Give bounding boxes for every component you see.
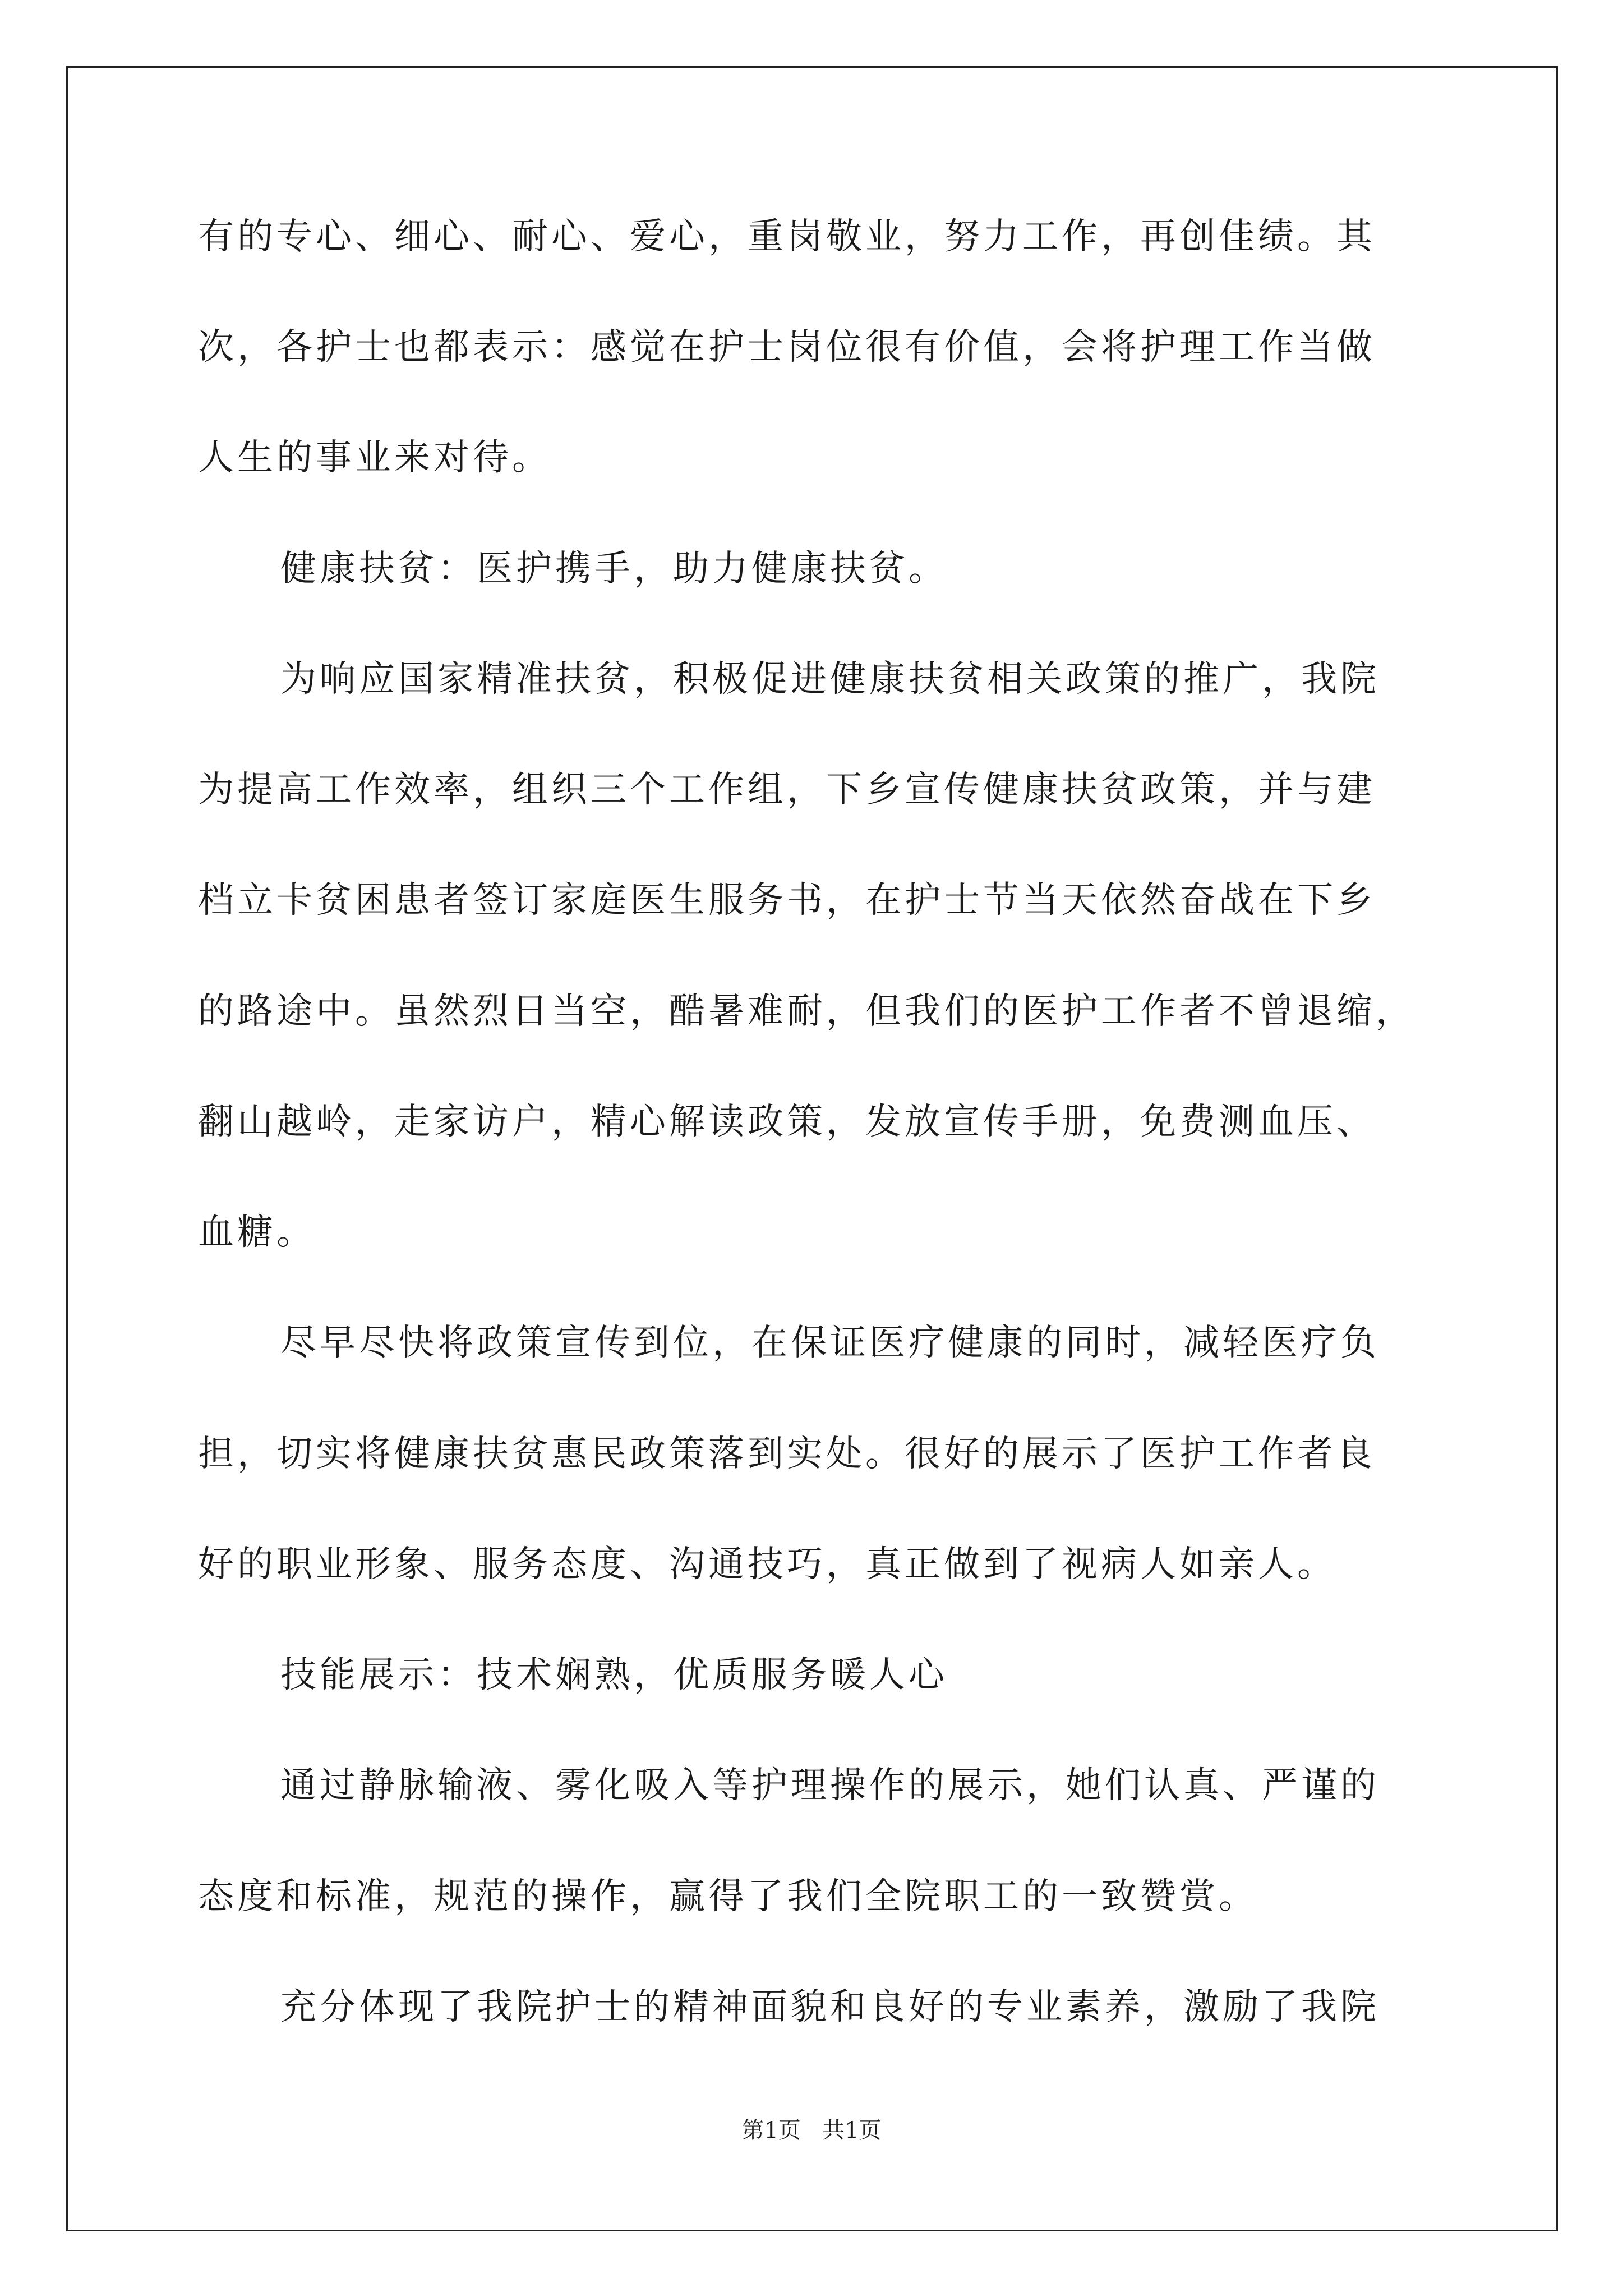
page-total: 共1页 — [822, 2118, 882, 2143]
text-line: 血糖。 — [198, 1212, 316, 1253]
text-line: 次，各护士也都表示：感觉在护士岗位很有价值，会将护理工作当做 — [198, 326, 1376, 368]
text-line: 尽早尽快将政策宣传到位，在保证医疗健康的同时，减轻医疗负 — [280, 1322, 1380, 1364]
text-line: 好的职业形象、服务态度、沟通技巧，真正做到了视病人如亲人。 — [198, 1544, 1336, 1585]
text-line: 态度和标准，规范的操作，赢得了我们全院职工的一致赞赏。 — [198, 1876, 1258, 1917]
text-line: 充分体现了我院护士的精神面貌和良好的专业素养，激励了我院 — [280, 1986, 1380, 2028]
text-line: 有的专心、细心、耐心、爱心，重岗敬业，努力工作，再创佳绩。其 — [198, 216, 1376, 257]
page-number: 第1页 — [741, 2118, 801, 2143]
page-footer — [0, 2119, 1623, 2142]
section-heading: 健康扶贫：医护携手，助力健康扶贫。 — [280, 548, 948, 590]
text-line: 通过静脉输液、雾化吸入等护理操作的展示，她们认真、严谨的 — [280, 1765, 1380, 1806]
text-line: 翻山越岭，走家访户，精心解读政策，发放宣传手册，免费测血压、 — [198, 1101, 1376, 1143]
text-line: 为提高工作效率，组织三个工作组，下乡宣传健康扶贫政策，并与建 — [198, 769, 1376, 811]
text-line: 人生的事业来对待。 — [198, 437, 551, 478]
section-heading: 技能展示：技术娴熟，优质服务暖人心 — [280, 1654, 948, 1696]
text-line: 为响应国家精准扶贫，积极促进健康扶贫相关政策的推广，我院 — [280, 659, 1380, 700]
text-line: 的路途中。虽然烈日当空，酷暑难耐，但我们的医护工作者不曾退缩， — [198, 991, 1415, 1032]
text-line: 档立卡贫困患者签订家庭医生服务书，在护士节当天依然奋战在下乡 — [198, 880, 1376, 921]
text-line: 担，切实将健康扶贫惠民政策落到实处。很好的展示了医护工作者良 — [198, 1433, 1376, 1475]
